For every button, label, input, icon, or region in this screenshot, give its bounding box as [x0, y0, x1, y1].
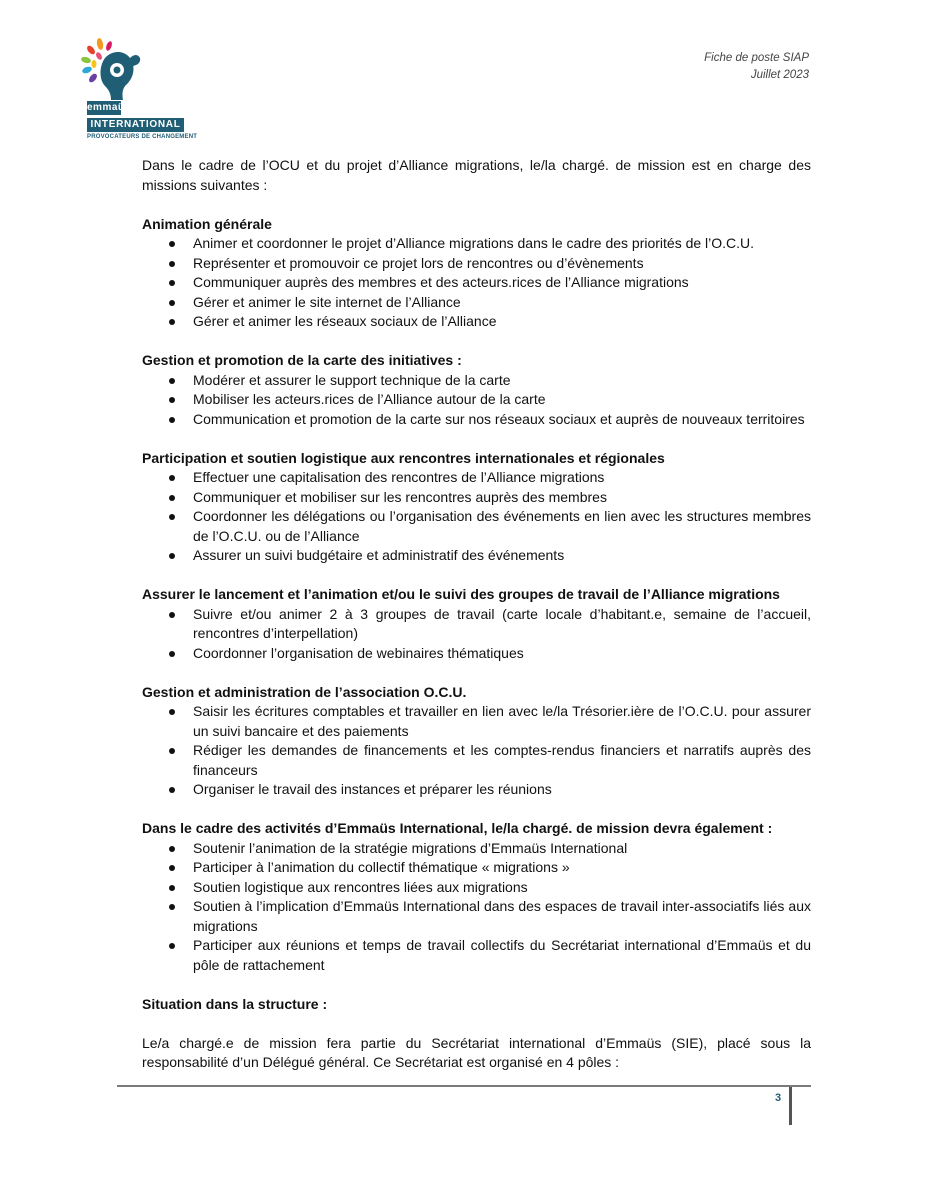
list-item: Communication et promotion de la carte sur nos réseaux sociaux et auprès de nouveaux territoires	[142, 410, 811, 430]
list-item: Gérer et animer les réseaux sociaux de l’Alliance	[142, 312, 811, 332]
list-item: Représenter et promouvoir ce projet lors de rencontres ou d’évènements	[142, 254, 811, 274]
section-emmaus-international	[142, 819, 811, 975]
list-item: Rédiger les demandes de financements et les comptes-rendus financiers et narratifs auprès des financeurs	[142, 741, 811, 780]
situation-paragraph: Le/a chargé.e de mission fera partie du Secrétariat international d’Emmaüs (SIE), placé sous la responsabilité d’un Délégué général. Ce Secrétariat est organisé en 4 pôles :	[142, 1034, 811, 1070]
bullet-icon	[169, 378, 175, 384]
bullet-list	[142, 234, 811, 332]
bullet-icon	[169, 612, 175, 618]
list-item: Soutien logistique aux rencontres liées aux migrations	[142, 878, 811, 898]
bullet-icon	[169, 846, 175, 852]
list-item: Communiquer et mobiliser sur les rencontres auprès des membres	[142, 488, 811, 508]
bullet-icon	[169, 319, 175, 325]
bullet-icon	[169, 865, 175, 871]
section-title: Dans le cadre des activités d’Emmaüs International, le/la chargé. de mission devra également :	[142, 820, 773, 836]
intro-paragraph: Dans le cadre de l’OCU et du projet d’Alliance migrations, le/la chargé. de mission est en charge des missions suivantes :	[142, 157, 811, 193]
section-title: Participation et soutien logistique aux rencontres internationales et régionales	[142, 449, 665, 466]
bullet-icon	[169, 280, 175, 286]
bullet-list	[142, 839, 811, 976]
bullet-icon	[169, 495, 175, 501]
list-item: Soutenir l’animation de la stratégie migrations d’Emmaüs International	[142, 839, 811, 859]
section-carte-initiatives	[142, 351, 811, 429]
bullet-icon	[169, 787, 175, 793]
document-body	[142, 156, 811, 1073]
bullet-list	[142, 468, 811, 566]
list-item: Coordonner les délégations ou l’organisation des événements en lien avec les structures membres de l’O.C.U. ou de l’Alliance	[142, 507, 811, 546]
list-item: Suivre et/ou animer 2 à 3 groupes de travail (carte locale d’habitant.e, semaine de l’accueil, rencontres d’interpellation)	[142, 605, 811, 644]
logo-tagline: PROVOCATEURS DE CHANGEMENT	[87, 134, 198, 140]
document-header-meta	[704, 50, 809, 84]
emmaus-international-logo	[78, 38, 198, 146]
section-title: Gestion et promotion de la carte des initiatives :	[142, 352, 462, 368]
bullet-list	[142, 605, 811, 664]
bullet-icon	[169, 261, 175, 267]
section-administration-ocu	[142, 683, 811, 800]
footer-divider	[117, 1085, 811, 1087]
document-date: Juillet 2023	[750, 69, 809, 81]
bullet-icon	[169, 475, 175, 481]
list-item: Saisir les écritures comptables et travailler en lien avec le/la Trésorier.ière de l’O.C.U. pour assurer un suivi bancaire et des paiements	[142, 702, 811, 741]
document-title: Fiche de poste SIAP	[704, 52, 809, 64]
footer-vertical-rule	[789, 1087, 792, 1125]
section-title: Animation générale	[142, 215, 272, 232]
bullet-icon	[169, 904, 175, 910]
page-number: 3	[775, 1092, 782, 1104]
bullet-icon	[169, 943, 175, 949]
section-animation-generale	[142, 215, 811, 332]
list-item: Gérer et animer le site internet de l’Alliance	[142, 293, 811, 313]
bullet-icon	[169, 397, 175, 403]
logo-line-international: INTERNATIONAL	[87, 118, 184, 132]
bullet-icon	[169, 241, 175, 247]
list-item: Modérer et assurer le support technique de la carte	[142, 371, 811, 391]
logo-line-emmaus: emmaüs	[87, 102, 131, 113]
list-item: Organiser le travail des instances et préparer les réunions	[142, 780, 811, 800]
list-item: Participer aux réunions et temps de travail collectifs du Secrétariat international d’Emmaüs et du pôle de rattachement	[142, 936, 811, 975]
section-rencontres	[142, 449, 811, 566]
situation-title: Situation dans la structure :	[142, 995, 328, 1012]
section-title: Gestion et administration de l’association O.C.U.	[142, 683, 467, 700]
section-groupes-travail	[142, 585, 811, 663]
list-item: Participer à l’animation du collectif thématique « migrations »	[142, 858, 811, 878]
list-item: Communiquer auprès des membres et des acteurs.rices de l’Alliance migrations	[142, 273, 811, 293]
bullet-icon	[169, 553, 175, 559]
section-title: Assurer le lancement et l’animation et/ou le suivi des groupes de travail de l’Alliance migrations	[142, 586, 780, 602]
list-item: Effectuer une capitalisation des rencontres de l’Alliance migrations	[142, 468, 811, 488]
bullet-icon	[169, 885, 175, 891]
logo-wordmark	[87, 101, 198, 141]
list-item: Coordonner l’organisation de webinaires thématiques	[142, 644, 811, 664]
bullet-icon	[169, 709, 175, 715]
bullet-icon	[169, 651, 175, 657]
bullet-icon	[169, 300, 175, 306]
list-item: Assurer un suivi budgétaire et administratif des événements	[142, 546, 811, 566]
bullet-list	[142, 371, 811, 430]
list-item: Mobiliser les acteurs.rices de l’Alliance autour de la carte	[142, 390, 811, 410]
hand-flower-logo-icon	[78, 38, 148, 100]
bullet-icon	[169, 514, 175, 520]
bullet-list	[142, 702, 811, 800]
bullet-icon	[169, 748, 175, 754]
bullet-icon	[169, 417, 175, 423]
list-item: Animer et coordonner le projet d’Alliance migrations dans le cadre des priorités de l’O.C.U.	[142, 234, 811, 254]
list-item: Soutien à l’implication d’Emmaüs International dans des espaces de travail inter-associatifs liés aux migrations	[142, 897, 811, 936]
